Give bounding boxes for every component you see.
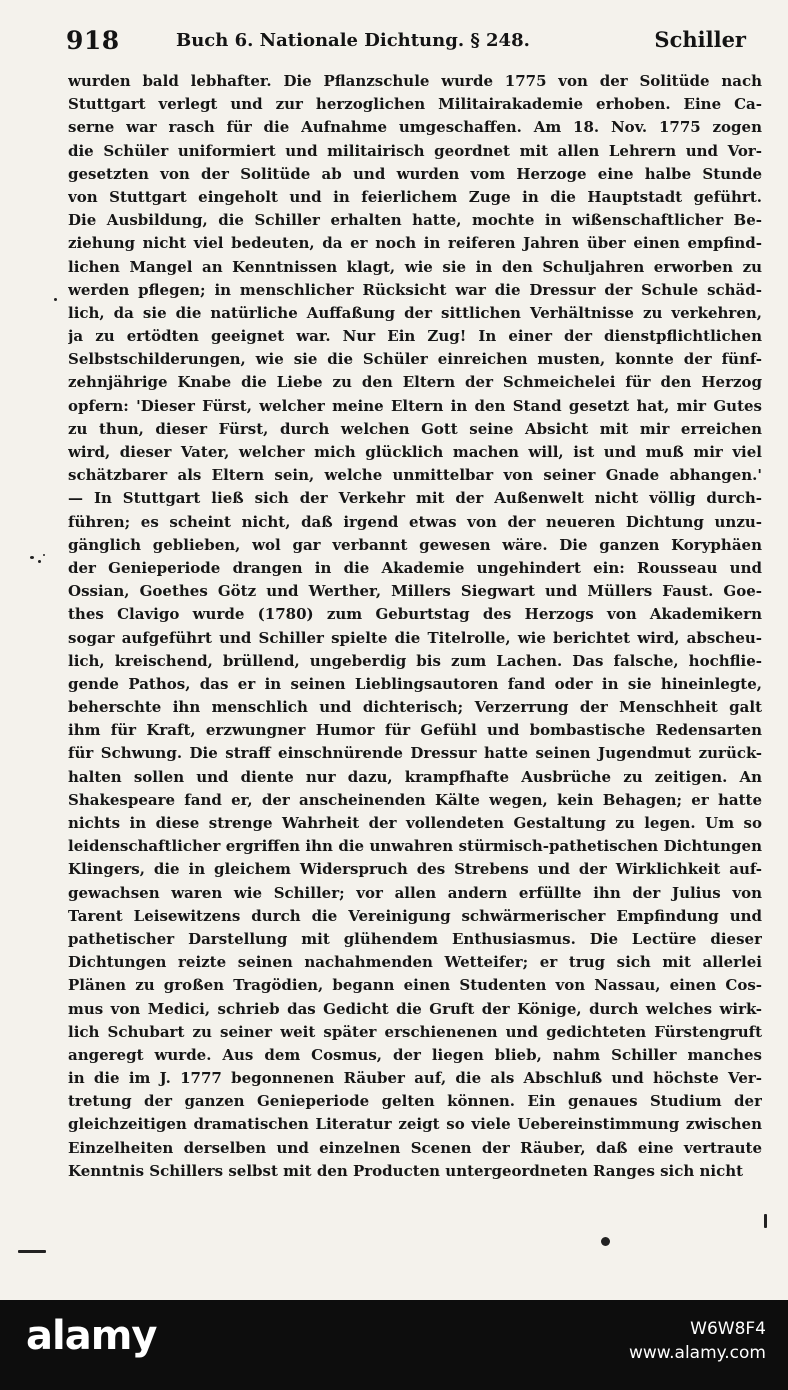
text-line: mus von Medici, schrieb das Gedicht die Gruft der Könige, durch welches wirk- [68, 999, 762, 1018]
text-line: lichen Mangel an Kenntnissen klagt, wie sie in den Schuljahren erworben zu [68, 257, 762, 276]
text-line: Plänen zu großen Tragödien, begann einen Studenten von Nassau, einen Cos- [68, 976, 762, 995]
ink-speck [54, 298, 57, 301]
watermark-footer [0, 1300, 788, 1390]
text-line: Kenntnis Schillers selbst mit den Producten untergeordneten Ranges sich nicht [68, 1161, 744, 1180]
text-line: halten sollen und diente nur dazu, krampfhafte Ausbrüche zu zeitigen. An [68, 767, 762, 786]
text-line: — In Stuttgart ließ sich der Verkehr mit der Außenwelt nicht völlig durch- [68, 489, 762, 508]
text-line: lich, da sie die natürliche Auffaßung der sittlichen Verhältnisse zu verkehren, [68, 303, 762, 322]
text-line: Einzelheiten derselben und einzelnen Scenen der Räuber, daß eine vertraute [68, 1138, 762, 1157]
text-line: die Schüler uniformiert und militairisch geordnet mit allen Lehrern und Vor- [68, 141, 762, 160]
text-line: thes Clavigo wurde (1780) zum Geburtstag des Herzogs von Akademikern [68, 605, 762, 624]
alamy-logo: alamy [26, 1313, 157, 1359]
text-line: nichts in diese strenge Wahrheit der vollendeten Gestaltung zu legen. Um so [68, 814, 762, 832]
footer-code [629, 1317, 766, 1365]
ink-speck [764, 1214, 767, 1228]
text-line: sogar aufgeführt und Schiller spielte die Titelrolle, wie berichtet wird, abscheu- [68, 628, 762, 647]
text-line: für Schwung. Die straff einschnürende Dressur hatte seinen Jugendmut zurück- [68, 744, 762, 763]
text-line: Ossian, Goethes Götz und Werther, Millers Siegwart und Müllers Faust. Goe- [68, 582, 762, 601]
text-line: Tarent Leisewitzens durch die Vereinigung schwärmerischer Empfindung und [68, 906, 762, 925]
text-line: angeregt wurde. Aus dem Cosmus, der liegen blieb, nahm Schiller manches [68, 1045, 762, 1064]
text-line: opfern: 'Dieser Fürst, welcher meine Eltern in den Stand gesetzt hat, mir Gutes [68, 396, 762, 415]
text-line: leidenschaftlicher ergriffen ihn die unwahren stürmisch-pathetischen Dichtungen [68, 837, 762, 856]
text-line: zehnjährige Knabe die Liebe zu den Eltern der Schmeichelei für den Herzog [68, 373, 762, 392]
text-line: ja zu ertödten geeignet war. Nur Ein Zug! In einer der dienstpflichtlichen [68, 327, 762, 346]
image-id: W6W8F4 [690, 1319, 766, 1339]
ink-speck [18, 1250, 46, 1253]
text-line: in die im J. 1777 begonnenen Räuber auf, die als Abschluß und höchste Ver- [68, 1069, 762, 1088]
text-line: gänglich geblieben, wol gar verbannt gewesen wäre. Die ganzen Koryphäen [68, 535, 762, 554]
page-number: 918 [66, 26, 120, 55]
text-line: gesetzten von der Solitüde ab und wurden vom Herzoge eine halbe Stunde [68, 164, 762, 183]
text-line: werden pflegen; in menschlicher Rücksicht war die Dressur der Schule schäd- [68, 280, 762, 299]
ink-speck [43, 554, 45, 556]
site-url: www.alamy.com [628, 1343, 766, 1363]
text-line: Klingers, die in gleichem Widerspruch des Strebens und der Wirklichkeit auf- [68, 860, 762, 879]
text-line: beherschte ihn menschlich und dichterisch; Verzerrung der Menschheit galt [68, 698, 762, 717]
text-line: ziehung nicht viel bedeuten, da er noch in reiferen Jahren über einen empfind- [68, 234, 762, 253]
header-name: Schiller [654, 27, 746, 52]
text-line: zu thun, dieser Fürst, durch welchen Gott seine Absicht mit mir erreichen [68, 419, 762, 438]
text-line: ihm für Kraft, erzwungner Humor für Gefühl und bombastische Redensarten [68, 721, 762, 740]
page-header [66, 26, 756, 58]
text-line: gende Pathos, das er in seinen Lieblingsautoren fand oder in sie hineinlegte, [68, 674, 762, 693]
text-line: schätzbarer als Eltern sein, welche unmittelbar von seiner Gnade abhangen.' [68, 466, 762, 485]
ink-speck [601, 1237, 610, 1246]
text-line: Die Ausbildung, die Schiller erhalten hatte, mochte in wißenschaftlicher Be- [68, 211, 762, 230]
text-line: Selbstschilderungen, wie sie die Schüler einreichen musten, konnte der fünf- [68, 350, 762, 369]
text-line: tretung der ganzen Genieperiode gelten können. Ein genaues Studium der [68, 1092, 762, 1111]
text-line: von Stuttgart eingeholt und in feierlichem Zuge in die Hauptstadt geführt. [68, 187, 762, 206]
text-line: Stuttgart verlegt und zur herzoglichen Militairakademie erhoben. Eine Ca- [68, 95, 762, 114]
text-line: gleichzeitigen dramatischen Literatur zeigt so viele Uebereinstimmung zwischen [68, 1115, 762, 1134]
text-line: gewachsen waren wie Schiller; vor allen andern erfüllte ihn der Julius von [68, 883, 762, 902]
text-line: serne war rasch für die Aufnahme umgeschaffen. Am 18. Nov. 1775 zogen [68, 118, 762, 137]
body-text [68, 70, 762, 1183]
text-line: lich Schubart zu seiner weit später erschienenen und gedichteten Fürstengruft [68, 1022, 762, 1041]
text-line: führen; es scheint nicht, daß irgend etwas von der neueren Dichtung unzu- [68, 512, 762, 531]
text-line: der Genieperiode drangen in die Akademie ungehindert ein: Rousseau und [68, 558, 762, 577]
ink-speck [30, 556, 34, 559]
text-line: Dichtungen reizte seinen nachahmenden Wetteifer; er trug sich mit allerlei [68, 953, 762, 972]
text-line: wird, dieser Vater, welcher mich glücklich machen will, ist und muß mir viel [68, 443, 762, 461]
text-line: Shakespeare fand er, der anscheinenden Kälte wegen, kein Behagen; er hatte [68, 790, 762, 809]
running-title: Buch 6. Nationale Dichtung. § 248. [176, 30, 530, 51]
ink-speck [38, 560, 41, 563]
text-line: pathetischer Darstellung mit glühendem Enthusiasmus. Die Lectüre dieser [68, 929, 762, 948]
text-line: wurden bald lebhafter. Die Pflanzschule wurde 1775 von der Solitüde nach [68, 72, 762, 90]
text-line: lich, kreischend, brüllend, ungeberdig bis zum Lachen. Das falsche, hochflie- [68, 651, 762, 670]
